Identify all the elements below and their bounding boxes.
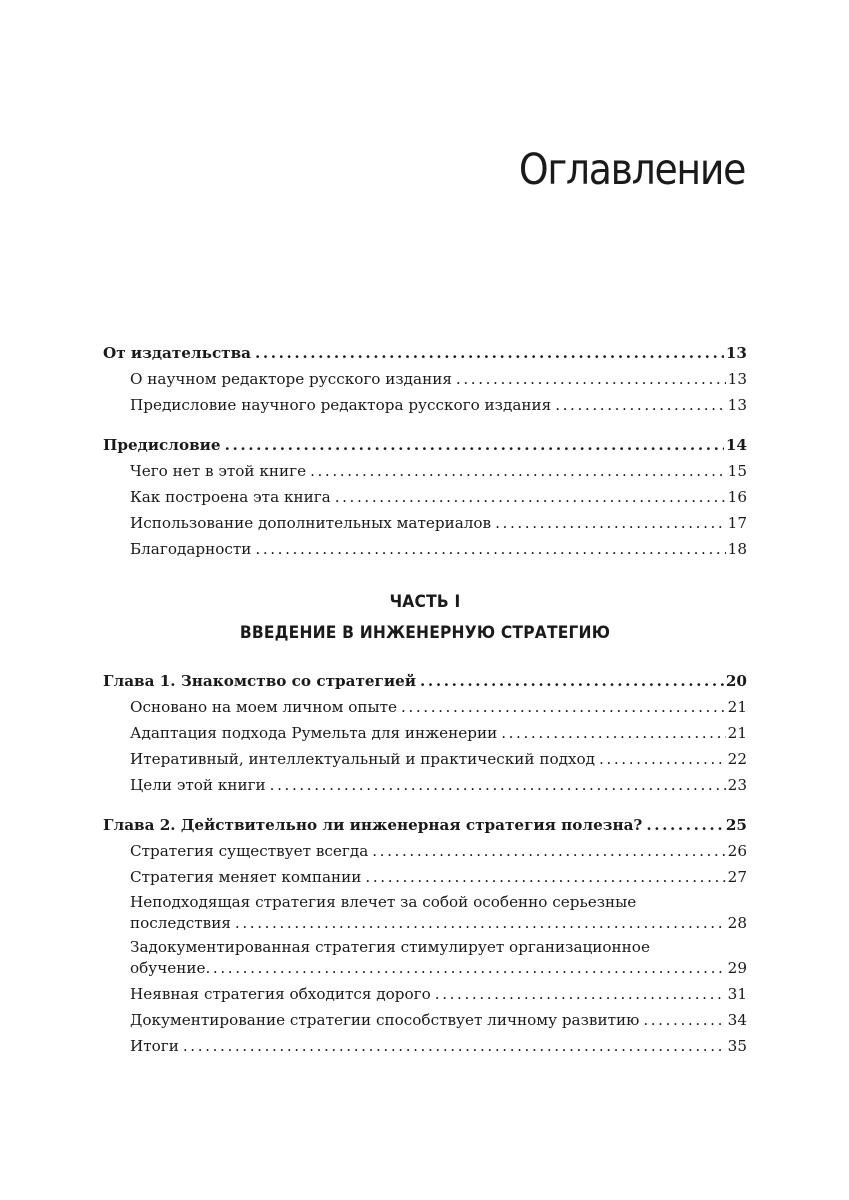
toc-leader-dots bbox=[599, 746, 726, 772]
toc-entry-page: 18 bbox=[727, 540, 747, 558]
toc-entry[interactable] bbox=[103, 484, 747, 510]
toc-leader-dots bbox=[365, 864, 725, 890]
part-name: ВВЕДЕНИЕ В ИНЖЕНЕРНУЮ СТРАТЕГИЮ bbox=[239, 623, 611, 642]
toc-entry[interactable] bbox=[103, 1033, 747, 1059]
toc-entry[interactable] bbox=[103, 838, 747, 864]
toc-entry-page: 21 bbox=[727, 698, 747, 716]
toc-leader-dots bbox=[372, 838, 725, 864]
toc-leader-dots bbox=[555, 392, 725, 418]
toc-leader-dots bbox=[206, 958, 726, 979]
toc-entry-label: От издательства bbox=[103, 344, 251, 362]
toc-entry-page: 13 bbox=[725, 344, 747, 362]
toc-entry-label: Предисловие научного редактора русского издания bbox=[130, 396, 552, 414]
toc-entry-label: Документирование стратегии способствует личному развитию bbox=[130, 1011, 640, 1029]
toc-entry-label: Использование дополнительных материалов bbox=[130, 514, 492, 532]
toc-front-section bbox=[103, 340, 747, 418]
toc-entry-page: 27 bbox=[727, 868, 747, 886]
toc-leader-dots bbox=[255, 536, 725, 562]
toc-leader-dots bbox=[420, 668, 724, 694]
toc-entry[interactable] bbox=[103, 366, 747, 392]
toc-leader-dots bbox=[235, 913, 726, 934]
toc-entry[interactable] bbox=[103, 668, 747, 694]
toc-leader-dots bbox=[310, 458, 726, 484]
toc-entry-label: Неподходящая стратегия влечет за собой особенно серьезные bbox=[130, 893, 637, 911]
toc-preface-section bbox=[103, 432, 747, 562]
toc-leader-dots bbox=[183, 1033, 726, 1059]
toc-entry-page: 22 bbox=[727, 750, 747, 768]
toc-leader-dots bbox=[401, 694, 726, 720]
toc-entry[interactable] bbox=[103, 772, 747, 798]
toc-entry-page: 13 bbox=[727, 370, 747, 388]
toc-entry-label: Стратегия существует всегда bbox=[130, 842, 369, 860]
toc-entry-label: Глава 2. Действительно ли инженерная стратегия полезна? bbox=[103, 816, 643, 834]
toc-entry-page: 34 bbox=[727, 1011, 747, 1029]
toc-entry-page: 17 bbox=[727, 514, 747, 532]
toc-entry[interactable] bbox=[103, 892, 747, 934]
toc-leader-dots bbox=[435, 981, 726, 1007]
toc-entry[interactable] bbox=[103, 864, 747, 890]
toc-entry-label: Чего нет в этой книге bbox=[130, 462, 307, 480]
toc-entry-label: Цели этой книги bbox=[130, 776, 266, 794]
toc-entry-label: Благодарности bbox=[130, 540, 252, 558]
toc-entry-label: Итеративный, интеллектуальный и практический подход bbox=[130, 750, 595, 768]
toc-leader-dots bbox=[646, 812, 724, 838]
toc-entry-page: 20 bbox=[725, 672, 747, 690]
toc-leader-dots bbox=[456, 366, 726, 392]
toc-entry-page: 25 bbox=[725, 816, 747, 834]
toc-entry-label: Глава 1. Знакомство со стратегией bbox=[103, 672, 417, 690]
toc-entry-page: 14 bbox=[725, 436, 747, 454]
toc-entry-page: 29 bbox=[727, 959, 747, 977]
toc-entry-page: 35 bbox=[727, 1037, 747, 1055]
toc-leader-dots bbox=[335, 484, 726, 510]
toc-entry[interactable] bbox=[103, 746, 747, 772]
toc-entry[interactable] bbox=[103, 981, 747, 1007]
toc-entry-label: Как построена эта книга bbox=[130, 488, 331, 506]
part-number: ЧАСТЬ I bbox=[389, 592, 461, 611]
toc-leader-dots bbox=[225, 432, 724, 458]
toc-entry[interactable] bbox=[103, 458, 747, 484]
toc-entry-label: Предисловие bbox=[103, 436, 221, 454]
toc-entry-label: Неявная стратегия обходится дорого bbox=[130, 985, 431, 1003]
toc-leader-dots bbox=[495, 510, 726, 536]
toc-entry-label: Адаптация подхода Румельта для инженерии bbox=[130, 724, 498, 742]
toc-entry-page: 16 bbox=[727, 488, 747, 506]
toc-entry-page: 26 bbox=[727, 842, 747, 860]
toc-leader-dots bbox=[255, 340, 724, 366]
toc-entry-page: 31 bbox=[727, 985, 747, 1003]
toc-entry-page: 21 bbox=[727, 724, 747, 742]
toc-entry[interactable] bbox=[103, 720, 747, 746]
toc-entry[interactable] bbox=[103, 392, 747, 418]
toc-entry-label-continued: обучение bbox=[130, 959, 206, 977]
toc-entry[interactable] bbox=[103, 694, 747, 720]
toc-entry[interactable] bbox=[103, 340, 747, 366]
toc-entry-label-continued: последствия bbox=[130, 914, 231, 932]
toc-entry-label: Стратегия меняет компании bbox=[130, 868, 362, 886]
toc-entry-label: Основано на моем личном опыте bbox=[130, 698, 397, 716]
toc-entry-page: 13 bbox=[727, 396, 747, 414]
toc-entry-label: Задокументированная стратегия стимулирует организационное bbox=[130, 938, 650, 956]
toc-entry-label: Итоги bbox=[130, 1037, 179, 1055]
toc-entry[interactable] bbox=[103, 937, 747, 979]
toc-entry[interactable] bbox=[103, 432, 747, 458]
toc-entry-label: О научном редакторе русского издания bbox=[130, 370, 452, 388]
toc-leader-dots bbox=[643, 1007, 725, 1033]
toc-leader-dots bbox=[501, 720, 725, 746]
toc-chapter-1 bbox=[103, 668, 747, 798]
toc-entry[interactable] bbox=[103, 1007, 747, 1033]
toc-entry[interactable] bbox=[103, 536, 747, 562]
toc-leader-dots bbox=[270, 772, 726, 798]
page-title: Оглавление bbox=[518, 145, 745, 195]
toc-entry-page: 28 bbox=[727, 914, 747, 932]
toc-entry[interactable] bbox=[103, 812, 747, 838]
toc-entry-page: 15 bbox=[727, 462, 747, 480]
toc-entry-page: 23 bbox=[727, 776, 747, 794]
toc-chapter-2 bbox=[103, 812, 747, 1059]
toc-entry[interactable] bbox=[103, 510, 747, 536]
